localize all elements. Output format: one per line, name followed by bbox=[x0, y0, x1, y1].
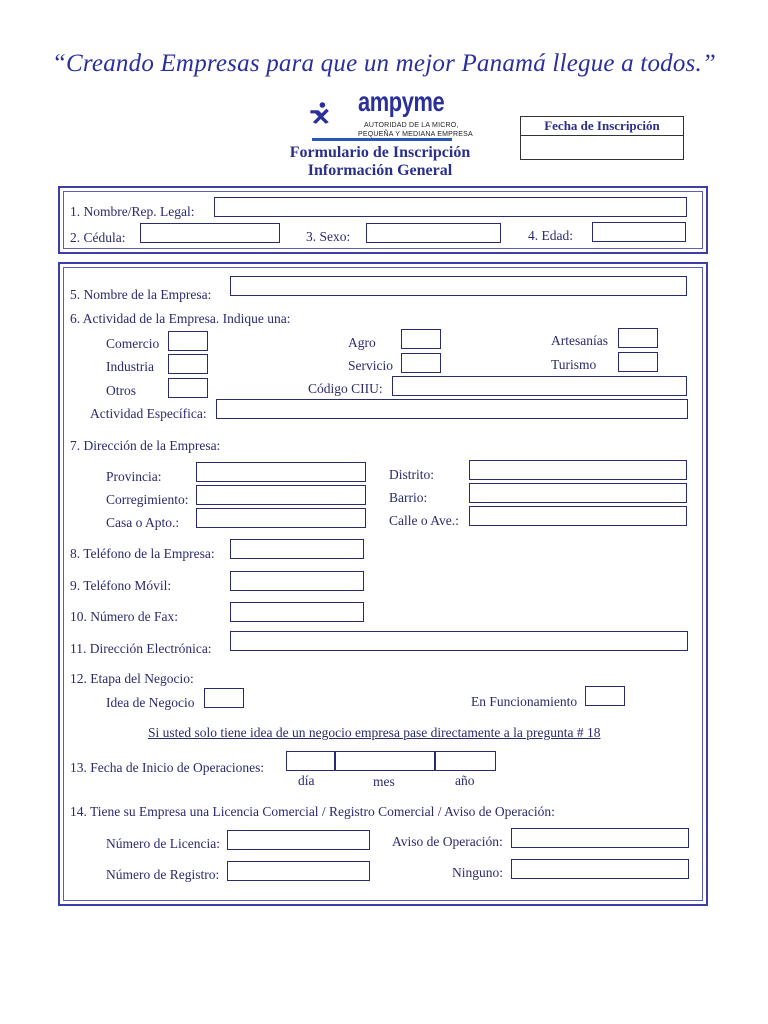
casa-apto-label: Casa o Apto.: bbox=[106, 515, 180, 530]
logo-subtitle-1: AUTORIDAD DE LA MICRO, bbox=[364, 122, 459, 129]
ninguno-field[interactable] bbox=[511, 859, 689, 879]
fecha-inscripcion-label: Fecha de Inscripción bbox=[521, 117, 683, 136]
numero-registro-label: Número de Registro: bbox=[106, 867, 220, 882]
industria-label: Industria bbox=[106, 359, 154, 374]
q9-label: 9. Teléfono Móvil: bbox=[70, 578, 172, 593]
edad-field[interactable] bbox=[592, 222, 686, 242]
form-subtitle: Información General bbox=[307, 162, 453, 179]
provincia-label: Provincia: bbox=[106, 469, 162, 484]
mes-caption: mes bbox=[373, 774, 395, 789]
barrio-label: Barrio: bbox=[389, 490, 428, 505]
artesanias-checkbox[interactable] bbox=[618, 328, 658, 348]
otros-label: Otros bbox=[106, 383, 136, 398]
barrio-field[interactable] bbox=[469, 483, 687, 503]
en-funcionamiento-label: En Funcionamiento bbox=[471, 694, 578, 709]
logo-wordmark: ampyme bbox=[358, 86, 445, 117]
turismo-label: Turismo bbox=[551, 357, 597, 372]
numero-registro-field[interactable] bbox=[227, 861, 370, 881]
logo-subtitle-2: PEQUEÑA Y MEDIANA EMPRESA bbox=[358, 131, 473, 138]
corregimiento-label: Corregimiento: bbox=[106, 492, 189, 507]
en-funcionamiento-checkbox[interactable] bbox=[585, 686, 625, 706]
inicio-dia-field[interactable] bbox=[286, 751, 336, 771]
logo-underline bbox=[312, 138, 452, 141]
artesanias-label: Artesanías bbox=[551, 333, 608, 348]
idea-negocio-checkbox[interactable] bbox=[204, 688, 244, 708]
telefono-empresa-field[interactable] bbox=[230, 539, 364, 559]
turismo-checkbox[interactable] bbox=[618, 352, 658, 372]
q2-label: 2. Cédula: bbox=[70, 230, 126, 245]
inicio-mes-field[interactable] bbox=[334, 751, 436, 771]
anio-caption: año bbox=[455, 773, 475, 788]
servicio-label: Servicio bbox=[348, 358, 393, 373]
casa-apto-field[interactable] bbox=[196, 508, 366, 528]
industria-checkbox[interactable] bbox=[168, 354, 208, 374]
servicio-checkbox[interactable] bbox=[401, 353, 441, 373]
q14-label: 14. Tiene su Empresa una Licencia Comercial / Registro Comercial / Aviso de Operación: bbox=[70, 804, 555, 819]
q11-label: 11. Dirección Electrónica: bbox=[70, 641, 212, 656]
ninguno-label: Ninguno: bbox=[452, 865, 504, 880]
nombre-rep-legal-field[interactable] bbox=[214, 197, 687, 217]
q6-label: 6. Actividad de la Empresa. Indique una: bbox=[70, 311, 291, 326]
codigo-ciiu-label: Código CIIU: bbox=[308, 381, 383, 396]
nombre-empresa-field[interactable] bbox=[230, 276, 687, 296]
cedula-field[interactable] bbox=[140, 223, 280, 243]
provincia-field[interactable] bbox=[196, 462, 366, 482]
codigo-ciiu-field[interactable] bbox=[392, 376, 687, 396]
actividad-especifica-field[interactable] bbox=[216, 399, 688, 419]
calle-ave-label: Calle o Ave.: bbox=[389, 513, 459, 528]
comercio-checkbox[interactable] bbox=[168, 331, 208, 351]
telefono-movil-field[interactable] bbox=[230, 571, 364, 591]
calle-ave-field[interactable] bbox=[469, 506, 687, 526]
skip-note: Si usted solo tiene idea de un negocio empresa pase directamente a la pregunta # 18 bbox=[148, 725, 601, 740]
aviso-operacion-label: Aviso de Operación: bbox=[392, 834, 503, 849]
q7-label: 7. Dirección de la Empresa: bbox=[70, 438, 221, 453]
dia-caption: día bbox=[298, 773, 315, 788]
agro-label: Agro bbox=[348, 335, 376, 350]
slogan: “Creando Empresas para que un mejor Panamá llegue a todos.” bbox=[51, 50, 717, 77]
otros-checkbox[interactable] bbox=[168, 378, 208, 398]
q8-label: 8. Teléfono de la Empresa: bbox=[70, 546, 215, 561]
fax-field[interactable] bbox=[230, 602, 364, 622]
direccion-electronica-field[interactable] bbox=[230, 631, 688, 651]
sexo-field[interactable] bbox=[366, 223, 501, 243]
distrito-label: Distrito: bbox=[389, 467, 435, 482]
inicio-anio-field[interactable] bbox=[434, 751, 496, 771]
q13-label: 13. Fecha de Inicio de Operaciones: bbox=[70, 760, 265, 775]
comercio-label: Comercio bbox=[106, 336, 160, 351]
numero-licencia-label: Número de Licencia: bbox=[106, 836, 220, 851]
agro-checkbox[interactable] bbox=[401, 329, 441, 349]
fecha-inscripcion-box[interactable] bbox=[520, 116, 684, 160]
aviso-operacion-field[interactable] bbox=[511, 828, 689, 848]
q12-label: 12. Etapa del Negocio: bbox=[70, 671, 194, 686]
q10-label: 10. Número de Fax: bbox=[70, 609, 178, 624]
q4-label: 4. Edad: bbox=[528, 228, 573, 243]
q3-label: 3. Sexo: bbox=[306, 229, 351, 244]
actividad-especifica-label: Actividad Específica: bbox=[90, 406, 207, 421]
corregimiento-field[interactable] bbox=[196, 485, 366, 505]
distrito-field[interactable] bbox=[469, 460, 687, 480]
numero-licencia-field[interactable] bbox=[227, 830, 370, 850]
form-title: Formulario de Inscripción bbox=[289, 144, 471, 161]
q1-label: 1. Nombre/Rep. Legal: bbox=[70, 204, 195, 219]
idea-negocio-label: Idea de Negocio bbox=[106, 695, 195, 710]
q5-label: 5. Nombre de la Empresa: bbox=[70, 287, 212, 302]
